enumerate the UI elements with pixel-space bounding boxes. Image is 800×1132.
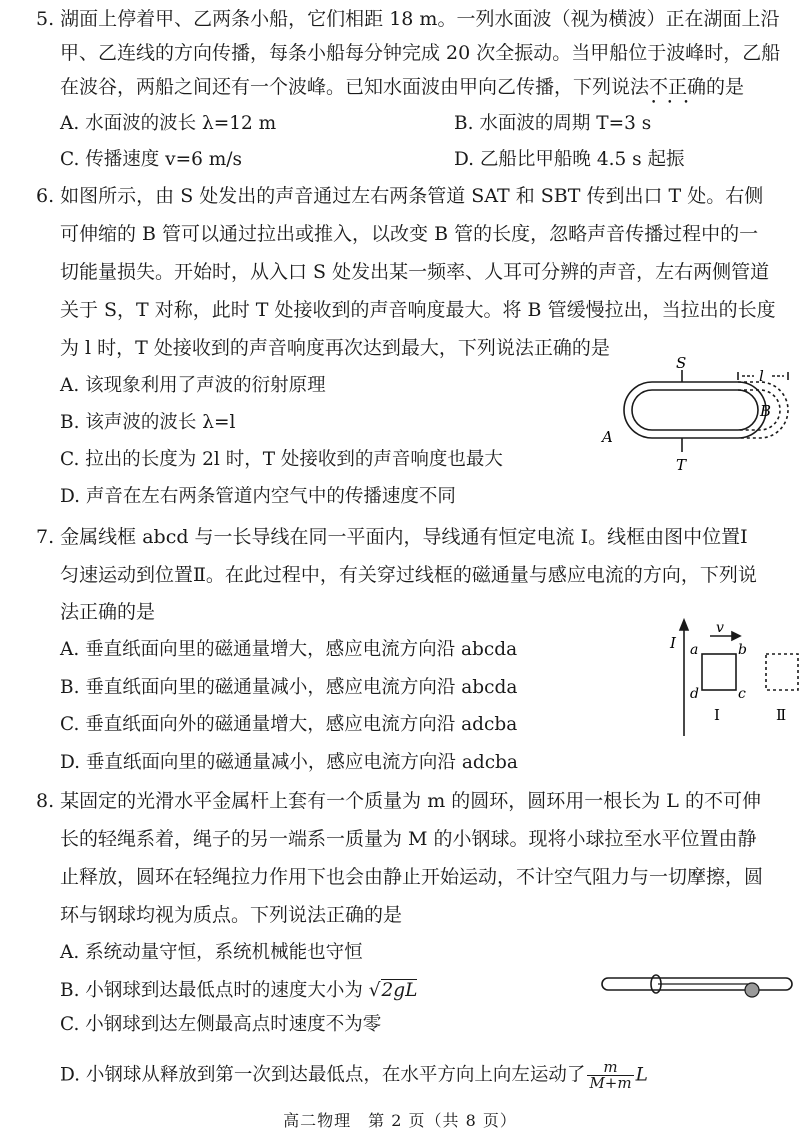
q8-option-d-text: D. 小钢球从释放到第一次到达最低点，在水平方向上向左运动了 <box>60 1064 586 1086</box>
q6-line-4: 关于 S，T 对称，此时 T 处接收到的声音响度最大。将 B 管缓慢拉出，当拉出的长度 <box>60 299 776 321</box>
q8-option-c: C. 小钢球到达左侧最高点时速度不为零 <box>60 1014 382 1035</box>
q8-option-d <box>60 1060 648 1091</box>
q8-option-a: A. 系统动量守恒，系统机械能也守恒 <box>60 942 363 963</box>
q7-wire-frame-diagram <box>664 618 800 744</box>
q7-line-2: 匀速运动到位置Ⅱ。在此过程中，有关穿过线框的磁通量与感应电流的方向，下列说 <box>60 564 757 586</box>
q6-line-2: 可伸缩的 B 管可以通过拉出或推入，以改变 B 管的长度，忽略声音传播过程中的一 <box>60 223 759 245</box>
q7-option-a: A. 垂直纸面向里的磁通量增大，感应电流方向沿 abcda <box>60 639 518 660</box>
q8-option-b-radicand: 2gL <box>381 980 418 1001</box>
q6-tube-diagram <box>590 354 796 480</box>
label-s: S <box>676 354 687 372</box>
q6-line-5: 为 l 时，T 处接收到的声音响度再次达到最大，下列说法正确的是 <box>60 337 610 359</box>
q8-line-3: 止释放，圆环在轻绳拉力作用下也会由静止开始运动，不计空气阻力与一切摩擦，圆 <box>60 866 764 888</box>
q5-line-3-pre: 在波谷，两船之间还有一个波峰。已知水面波由甲向乙传播，下列说法 <box>60 76 650 98</box>
q7-line-1: 7. 金属线框 abcd 与一长导线在同一平面内，导线通有恒定电流 I。线框由图中位置Ⅰ <box>36 526 748 548</box>
frame-position-2 <box>766 654 798 690</box>
current-arrow <box>680 620 688 630</box>
q7-option-d: D. 垂直纸面向里的磁通量减小，感应电流方向沿 adcba <box>60 752 518 773</box>
tube-inner <box>632 390 758 430</box>
q6-line-3: 切能量损失。开始时，从入口 S 处发出某一频率、人耳可分辨的声音，左右两侧管道 <box>60 261 770 283</box>
q6-line-1: 6. 如图所示，由 S 处发出的声音通过左右两条管道 SAT 和 SBT 传到出口 T 处。右侧 <box>36 185 764 207</box>
label-l: l <box>759 367 764 385</box>
label-c: c <box>738 686 746 702</box>
frame-position-1 <box>702 654 736 690</box>
q6-option-a: A. 该现象利用了声波的衍射原理 <box>60 375 326 396</box>
q5-line-1: 5. 湖面上停着甲、乙两条小船，它们相距 18 m。一列水面波（视为横波）正在湖面上沿 <box>36 8 780 30</box>
q5-emphasis-not-correct: 不正确 • • • <box>649 78 706 97</box>
q7-option-b: B. 垂直纸面向里的磁通量减小，感应电流方向沿 abcda <box>60 677 518 698</box>
q8-option-b-text: B. 小钢球到达最低点时的速度大小为 √ <box>60 980 381 1001</box>
q5-line-3-post: 的是 <box>706 76 745 98</box>
q5-line-2: 甲、乙连线的方向传播，每条小船每分钟完成 20 次全振动。当甲船位于波峰时，乙船 <box>60 42 781 64</box>
q8-option-d-length: L <box>635 1064 648 1086</box>
velocity-arrowhead <box>732 632 740 640</box>
q8-line-4: 环与钢球均视为质点。下列说法正确的是 <box>60 904 403 926</box>
fraction-numerator: m <box>587 1060 633 1076</box>
label-t: T <box>676 456 687 474</box>
q6-option-b: B. 该声波的波长 λ=l <box>60 412 236 433</box>
q6-option-c: C. 拉出的长度为 2l 时，T 处接收到的声音响度也最大 <box>60 449 503 470</box>
q7-option-c: C. 垂直纸面向外的磁通量增大，感应电流方向沿 adcba <box>60 714 518 735</box>
page-footer: 高二物理 第 2 页（共 8 页） <box>283 1111 517 1130</box>
q5-option-a: A. 水面波的波长 λ=12 m <box>60 113 277 134</box>
q6-option-d: D. 声音在左右两条管道内空气中的传播速度不同 <box>60 486 456 507</box>
q5-line-3 <box>60 78 776 97</box>
q8-option-d-fraction <box>587 1060 633 1091</box>
steel-ball <box>745 983 759 997</box>
label-b: B <box>760 402 772 420</box>
fraction-denominator: M+m <box>589 1074 632 1092</box>
q8-line-2: 长的轻绳系着，绳子的另一端系一质量为 M 的小钢球。现将小球拉至水平位置由静 <box>60 828 757 850</box>
q5-option-d: D. 乙船比甲船晚 4.5 s 起振 <box>454 149 685 170</box>
label-position-1: Ⅰ <box>714 706 720 724</box>
q8-rod-ring-ball-diagram <box>602 972 792 1002</box>
q5-option-c: C. 传播速度 v=6 m/s <box>60 149 243 170</box>
label-a: A <box>602 428 613 446</box>
label-position-2: Ⅱ <box>776 706 787 724</box>
label-d: d <box>690 686 699 702</box>
q8-line-1: 8. 某固定的光滑水平金属杆上套有一个质量为 m 的圆环，圆环用一根长为 L 的不可伸 <box>36 790 761 812</box>
label-b: b <box>738 642 747 658</box>
tube-extended-dashed-inner <box>738 390 780 430</box>
q8-option-b <box>60 982 417 1001</box>
q7-line-3: 法正确的是 <box>60 601 156 623</box>
label-current: I <box>670 634 676 652</box>
label-a: a <box>690 642 699 658</box>
q5-option-b: B. 水面波的周期 T=3 s <box>454 113 652 134</box>
label-velocity: v <box>716 620 724 636</box>
